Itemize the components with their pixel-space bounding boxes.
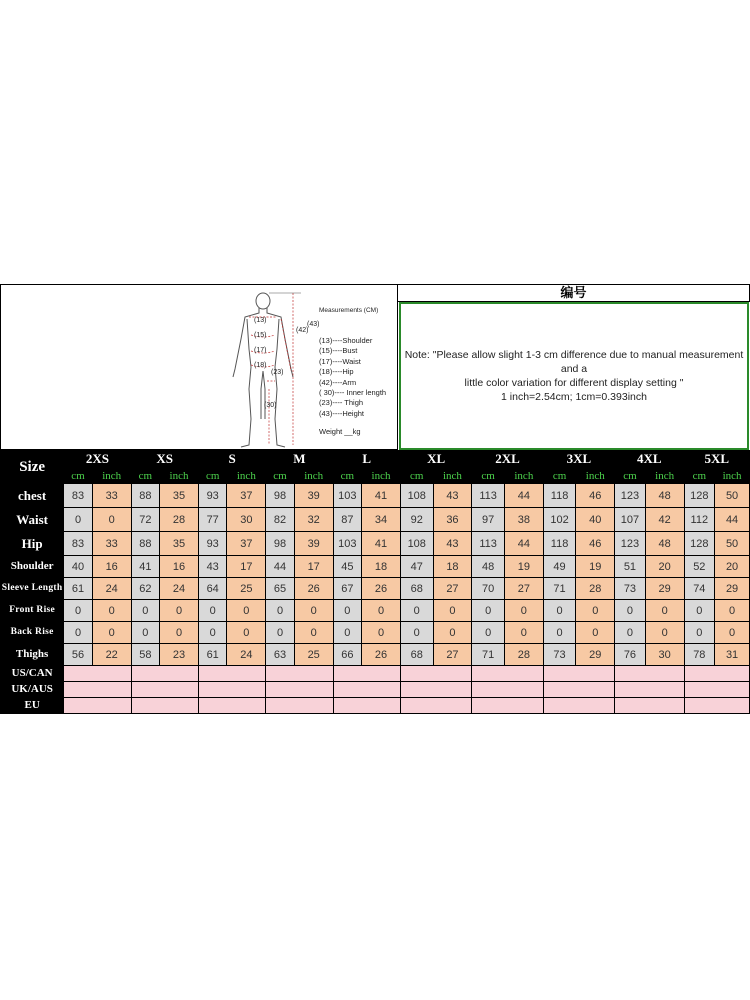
size-table (0, 450, 750, 714)
inch-cell: 50 (715, 484, 750, 508)
cm-cell: 113 (472, 484, 505, 508)
inch-cell: 32 (294, 508, 333, 532)
inch-cell: 18 (362, 556, 401, 578)
inch-cell: 26 (362, 578, 401, 600)
diagram-number: (15) (254, 332, 267, 339)
unit-cm: cm (400, 468, 433, 484)
inch-cell: 0 (160, 600, 199, 622)
cm-cell: 0 (615, 622, 646, 644)
unit-cm: cm (543, 468, 576, 484)
table-row (1, 484, 750, 508)
region-label: EU (1, 698, 64, 714)
cm-cell: 40 (64, 556, 93, 578)
table-row (1, 508, 750, 532)
inch-cell: 25 (227, 578, 266, 600)
inch-cell: 40 (576, 508, 615, 532)
region-cell (131, 698, 198, 714)
inch-cell: 22 (92, 644, 131, 666)
inch-cell: 42 (645, 508, 684, 532)
inch-cell: 43 (433, 532, 472, 556)
inch-cell: 0 (504, 622, 543, 644)
size-header: 5XL (684, 451, 749, 468)
cm-cell: 0 (64, 622, 93, 644)
inch-cell: 37 (227, 484, 266, 508)
inch-cell: 50 (715, 532, 750, 556)
region-cell (266, 666, 333, 682)
inch-cell: 38 (504, 508, 543, 532)
cm-cell: 0 (543, 600, 576, 622)
cm-cell: 74 (684, 578, 715, 600)
inch-cell: 0 (715, 600, 750, 622)
inch-cell: 0 (227, 622, 266, 644)
cm-cell: 118 (543, 484, 576, 508)
inch-cell: 44 (715, 508, 750, 532)
inch-cell: 0 (294, 600, 333, 622)
legend-weight: Weight __kg (319, 427, 361, 437)
inch-cell: 33 (92, 484, 131, 508)
diagram-number: (23) (271, 369, 284, 376)
inch-cell: 33 (92, 532, 131, 556)
note-line: 1 inch=2.54cm; 1cm=0.393inch (501, 391, 647, 403)
cm-cell: 51 (615, 556, 646, 578)
cm-cell: 61 (64, 578, 93, 600)
region-cell (472, 666, 543, 682)
cm-cell: 63 (266, 644, 295, 666)
cm-cell: 112 (684, 508, 715, 532)
inch-cell: 36 (433, 508, 472, 532)
cm-cell: 78 (684, 644, 715, 666)
unit-inch: inch (160, 468, 199, 484)
cm-cell: 0 (543, 622, 576, 644)
cm-cell: 0 (400, 600, 433, 622)
cm-cell: 102 (543, 508, 576, 532)
inch-cell: 0 (433, 600, 472, 622)
inch-cell: 41 (362, 532, 401, 556)
cm-cell: 68 (400, 644, 433, 666)
region-cell (472, 698, 543, 714)
inch-cell: 0 (160, 622, 199, 644)
region-row (1, 682, 750, 698)
unit-inch: inch (433, 468, 472, 484)
inch-cell: 26 (362, 644, 401, 666)
inch-cell: 29 (645, 578, 684, 600)
region-cell (266, 682, 333, 698)
diagram-number: (30) (264, 402, 277, 409)
region-label: UK/AUS (1, 682, 64, 698)
legend-item: (17)----Waist (319, 356, 361, 366)
cm-cell: 71 (472, 644, 505, 666)
cm-cell: 123 (615, 484, 646, 508)
inch-cell: 25 (294, 644, 333, 666)
unit-cm: cm (266, 468, 295, 484)
unit-inch: inch (645, 468, 684, 484)
region-cell (615, 698, 684, 714)
inch-cell: 34 (362, 508, 401, 532)
inch-cell: 48 (645, 484, 684, 508)
cm-cell: 45 (333, 556, 362, 578)
region-cell (615, 682, 684, 698)
unit-inch: inch (576, 468, 615, 484)
cm-cell: 0 (333, 600, 362, 622)
inch-cell: 27 (433, 578, 472, 600)
unit-inch: inch (715, 468, 750, 484)
legend-item: (18)----Hip (319, 367, 354, 377)
cm-cell: 65 (266, 578, 295, 600)
table-row (1, 532, 750, 556)
measurement-diagram-panel (0, 284, 398, 450)
inch-cell: 0 (645, 600, 684, 622)
legend-item: (15)----Bust (319, 346, 358, 356)
cm-cell: 0 (472, 622, 505, 644)
cm-cell: 67 (333, 578, 362, 600)
table-row (1, 644, 750, 666)
row-label: Sleeve Length (1, 578, 64, 600)
inch-cell: 0 (92, 600, 131, 622)
legend-item: ( 30)---- Inner length (319, 388, 387, 398)
inch-cell: 46 (576, 484, 615, 508)
cm-cell: 0 (333, 622, 362, 644)
cm-cell: 83 (64, 484, 93, 508)
inch-cell: 29 (576, 644, 615, 666)
unit-cm: cm (333, 468, 362, 484)
inch-cell: 28 (576, 578, 615, 600)
cm-cell: 88 (131, 532, 160, 556)
inch-cell: 20 (715, 556, 750, 578)
cm-cell: 113 (472, 532, 505, 556)
note-box (399, 302, 749, 450)
diagram-number: (13) (254, 317, 267, 324)
inch-cell: 0 (92, 508, 131, 532)
size-header: S (198, 451, 265, 468)
size-header: L (333, 451, 400, 468)
size-header: XS (131, 451, 198, 468)
inch-cell: 0 (504, 600, 543, 622)
region-cell (198, 682, 265, 698)
legend-title: Measurements (CM) (319, 307, 379, 314)
cm-cell: 108 (400, 484, 433, 508)
legend-item: (13)----Shoulder (319, 336, 373, 345)
cm-cell: 0 (198, 622, 227, 644)
region-cell (400, 698, 471, 714)
table-row (1, 622, 750, 644)
cm-cell: 72 (131, 508, 160, 532)
inch-cell: 0 (645, 622, 684, 644)
legend-item: (42)----Arm (319, 377, 357, 387)
cm-cell: 68 (400, 578, 433, 600)
cm-cell: 0 (131, 622, 160, 644)
cm-cell: 0 (400, 622, 433, 644)
unit-inch: inch (92, 468, 131, 484)
inch-cell: 31 (715, 644, 750, 666)
inch-cell: 0 (433, 622, 472, 644)
cm-cell: 118 (543, 532, 576, 556)
row-label: Hip (1, 532, 64, 556)
cm-cell: 64 (198, 578, 227, 600)
size-header: 2XL (472, 451, 543, 468)
inch-cell: 0 (715, 622, 750, 644)
cm-cell: 0 (684, 622, 715, 644)
note-line: little color variation for different display setting " (464, 377, 684, 389)
cm-cell: 107 (615, 508, 646, 532)
note-line: Note: "Please allow slight 1-3 cm difference due to manual measurement and a (404, 349, 744, 375)
unit-cm: cm (131, 468, 160, 484)
inch-cell: 35 (160, 532, 199, 556)
inch-cell: 24 (92, 578, 131, 600)
region-row (1, 698, 750, 714)
inch-cell: 39 (294, 484, 333, 508)
inch-cell: 44 (504, 484, 543, 508)
size-header: XL (400, 451, 471, 468)
cm-cell: 0 (266, 600, 295, 622)
inch-cell: 30 (227, 508, 266, 532)
region-cell (64, 666, 131, 682)
cm-cell: 73 (615, 578, 646, 600)
inch-cell: 16 (92, 556, 131, 578)
inch-cell: 0 (362, 622, 401, 644)
region-cell (333, 682, 400, 698)
inch-cell: 19 (576, 556, 615, 578)
inch-cell: 23 (160, 644, 199, 666)
region-cell (266, 698, 333, 714)
cm-cell: 93 (198, 484, 227, 508)
region-cell (64, 682, 131, 698)
diagram-number: (43) (307, 321, 320, 328)
region-cell (684, 682, 749, 698)
inch-cell: 0 (294, 622, 333, 644)
unit-cm: cm (472, 468, 505, 484)
inch-cell: 28 (504, 644, 543, 666)
cm-cell: 70 (472, 578, 505, 600)
region-cell (131, 666, 198, 682)
cm-cell: 98 (266, 484, 295, 508)
cm-cell: 0 (131, 600, 160, 622)
cm-cell: 47 (400, 556, 433, 578)
cm-cell: 0 (266, 622, 295, 644)
inch-cell: 0 (92, 622, 131, 644)
cm-cell: 93 (198, 532, 227, 556)
cm-cell: 61 (198, 644, 227, 666)
size-header: M (266, 451, 333, 468)
inch-cell: 17 (294, 556, 333, 578)
row-label: Waist (1, 508, 64, 532)
inch-cell: 0 (576, 622, 615, 644)
inch-cell: 20 (645, 556, 684, 578)
cm-cell: 128 (684, 484, 715, 508)
cm-cell: 52 (684, 556, 715, 578)
measurement-legend (319, 307, 399, 438)
inch-cell: 44 (504, 532, 543, 556)
cm-cell: 97 (472, 508, 505, 532)
unit-inch: inch (294, 468, 333, 484)
row-label: Front Rise (1, 600, 64, 622)
diagram-number: (18) (254, 362, 267, 369)
code-header: 编号 (398, 284, 750, 302)
region-cell (131, 682, 198, 698)
inch-cell: 37 (227, 532, 266, 556)
unit-cm: cm (198, 468, 227, 484)
cm-cell: 0 (472, 600, 505, 622)
unit-inch: inch (227, 468, 266, 484)
unit-cm: cm (64, 468, 93, 484)
cm-cell: 0 (684, 600, 715, 622)
region-cell (543, 698, 614, 714)
cm-cell: 103 (333, 484, 362, 508)
cm-cell: 123 (615, 532, 646, 556)
inch-cell: 46 (576, 532, 615, 556)
cm-cell: 82 (266, 508, 295, 532)
cm-cell: 44 (266, 556, 295, 578)
cm-cell: 128 (684, 532, 715, 556)
inch-cell: 41 (362, 484, 401, 508)
cm-cell: 58 (131, 644, 160, 666)
inch-cell: 30 (645, 644, 684, 666)
cm-cell: 0 (615, 600, 646, 622)
region-cell (400, 666, 471, 682)
cm-cell: 98 (266, 532, 295, 556)
cm-cell: 71 (543, 578, 576, 600)
cm-cell: 49 (543, 556, 576, 578)
inch-cell: 0 (576, 600, 615, 622)
cm-cell: 43 (198, 556, 227, 578)
inch-cell: 27 (504, 578, 543, 600)
region-cell (684, 666, 749, 682)
size-header: 2XS (64, 451, 131, 468)
table-row (1, 600, 750, 622)
region-cell (684, 698, 749, 714)
unit-cm: cm (615, 468, 646, 484)
inch-cell: 16 (160, 556, 199, 578)
region-cell (615, 666, 684, 682)
inch-cell: 24 (227, 644, 266, 666)
inch-cell: 39 (294, 532, 333, 556)
region-cell (198, 666, 265, 682)
region-row (1, 666, 750, 682)
row-label: Back Rise (1, 622, 64, 644)
size-header: 4XL (615, 451, 684, 468)
cm-cell: 73 (543, 644, 576, 666)
region-cell (333, 698, 400, 714)
inch-cell: 35 (160, 484, 199, 508)
unit-inch: inch (362, 468, 401, 484)
region-cell (333, 666, 400, 682)
table-row (1, 578, 750, 600)
cm-cell: 41 (131, 556, 160, 578)
region-cell (543, 666, 614, 682)
inch-cell: 0 (227, 600, 266, 622)
inch-cell: 43 (433, 484, 472, 508)
inch-cell: 28 (160, 508, 199, 532)
size-label: Size (1, 451, 64, 484)
table-row (1, 556, 750, 578)
cm-cell: 66 (333, 644, 362, 666)
diagram-number: (17) (254, 347, 267, 354)
cm-cell: 83 (64, 532, 93, 556)
cm-cell: 108 (400, 532, 433, 556)
cm-cell: 103 (333, 532, 362, 556)
cm-cell: 56 (64, 644, 93, 666)
cm-cell: 88 (131, 484, 160, 508)
inch-cell: 26 (294, 578, 333, 600)
inch-cell: 19 (504, 556, 543, 578)
inch-cell: 24 (160, 578, 199, 600)
cm-cell: 92 (400, 508, 433, 532)
unit-inch: inch (504, 468, 543, 484)
cm-cell: 62 (131, 578, 160, 600)
size-header-row (1, 451, 750, 468)
row-label: chest (1, 484, 64, 508)
region-cell (64, 698, 131, 714)
region-cell (472, 682, 543, 698)
cm-cell: 48 (472, 556, 505, 578)
row-label: Shoulder (1, 556, 64, 578)
cm-cell: 87 (333, 508, 362, 532)
region-cell (400, 682, 471, 698)
cm-cell: 0 (64, 600, 93, 622)
region-label: US/CAN (1, 666, 64, 682)
size-header: 3XL (543, 451, 614, 468)
unit-header-row (1, 468, 750, 484)
inch-cell: 48 (645, 532, 684, 556)
legend-item: (23)---- Thigh (319, 398, 364, 408)
cm-cell: 0 (64, 508, 93, 532)
inch-cell: 27 (433, 644, 472, 666)
cm-cell: 76 (615, 644, 646, 666)
diagram-number: (42) (296, 327, 309, 334)
legend-item: (43)----Height (319, 408, 365, 418)
size-chart (0, 284, 750, 718)
inch-cell: 18 (433, 556, 472, 578)
inch-cell: 0 (362, 600, 401, 622)
cm-cell: 77 (198, 508, 227, 532)
inch-cell: 29 (715, 578, 750, 600)
row-label: Thighs (1, 644, 64, 666)
inch-cell: 17 (227, 556, 266, 578)
unit-cm: cm (684, 468, 715, 484)
region-cell (198, 698, 265, 714)
region-cell (543, 682, 614, 698)
cm-cell: 0 (198, 600, 227, 622)
